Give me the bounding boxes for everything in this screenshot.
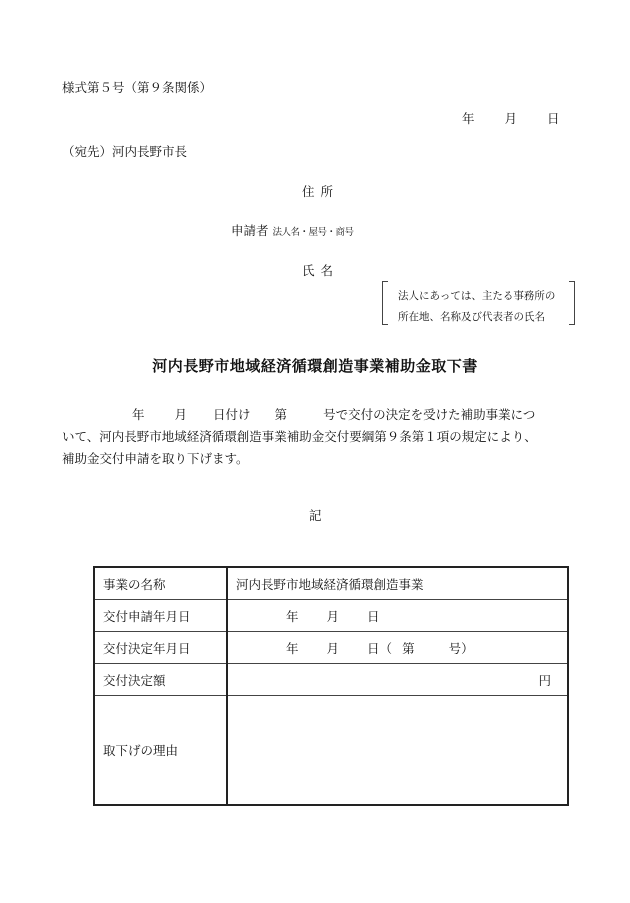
body-line1-rest: 号で交付の決定を受けた補助事業につ [323,407,536,422]
project-name-label: 事業の名称 [94,567,227,600]
body-month: 月 [174,407,188,422]
document-title: 河内長野市地域経済循環創造事業補助金取下書 [152,357,478,375]
decision-date-label: 交付決定年月日 [94,632,227,664]
corporation-note-line1: 法人にあっては、主たる事務所の [398,290,556,302]
date-month-label: 月 [504,111,518,126]
applicant-note: 法人名・屋号・商号 [272,227,354,238]
applicant-label [231,225,354,238]
date-day-label: 日 [547,111,560,126]
details-table [93,566,569,806]
corporation-note [398,286,555,328]
table-row [94,664,568,696]
date-year-label: 年 [462,111,475,126]
body-line-3: 補助金交付申請を取り下げます。 [62,451,249,466]
table-row [94,696,568,806]
table-row [94,600,568,632]
reason-label: 取下げの理由 [94,696,227,806]
yen-unit: 円 [538,672,551,688]
applicant-title: 申請者 [231,223,269,238]
body-date-suffix: 日付け [213,407,251,422]
corporation-note-bracket [382,281,575,325]
amount-value[interactable] [227,664,568,696]
ki-heading: 記 [309,508,322,523]
reason-value[interactable] [227,696,568,806]
corporation-note-line2: 所在地、名称及び代表者の氏名 [398,311,545,323]
table-row [94,567,568,600]
name-label: 氏名 [302,263,340,278]
application-date-label: 交付申請年月日 [94,600,227,632]
form-number: 様式第５号（第９条関係） [62,80,213,95]
application-date-value[interactable]: 年 月 日 [227,600,568,632]
table-row [94,632,568,664]
submission-date[interactable] [462,113,560,126]
project-name-value[interactable]: 河内長野市地域経済循環創造事業 [227,567,568,600]
body-year: 年 [132,407,145,422]
addressee: （宛先）河内長野市長 [62,144,188,159]
decision-date-value[interactable]: 年 月 日（ 第 号） [227,632,568,664]
body-line-1 [62,404,582,426]
address-label: 住所 [302,184,340,199]
body-line-2: いて、河内長野市地域経済循環創造事業補助金交付要綱第９条第１項の規定により、 [62,429,537,444]
amount-label: 交付決定額 [94,664,227,696]
body-text [62,404,582,470]
body-dai: 第 [274,407,288,422]
